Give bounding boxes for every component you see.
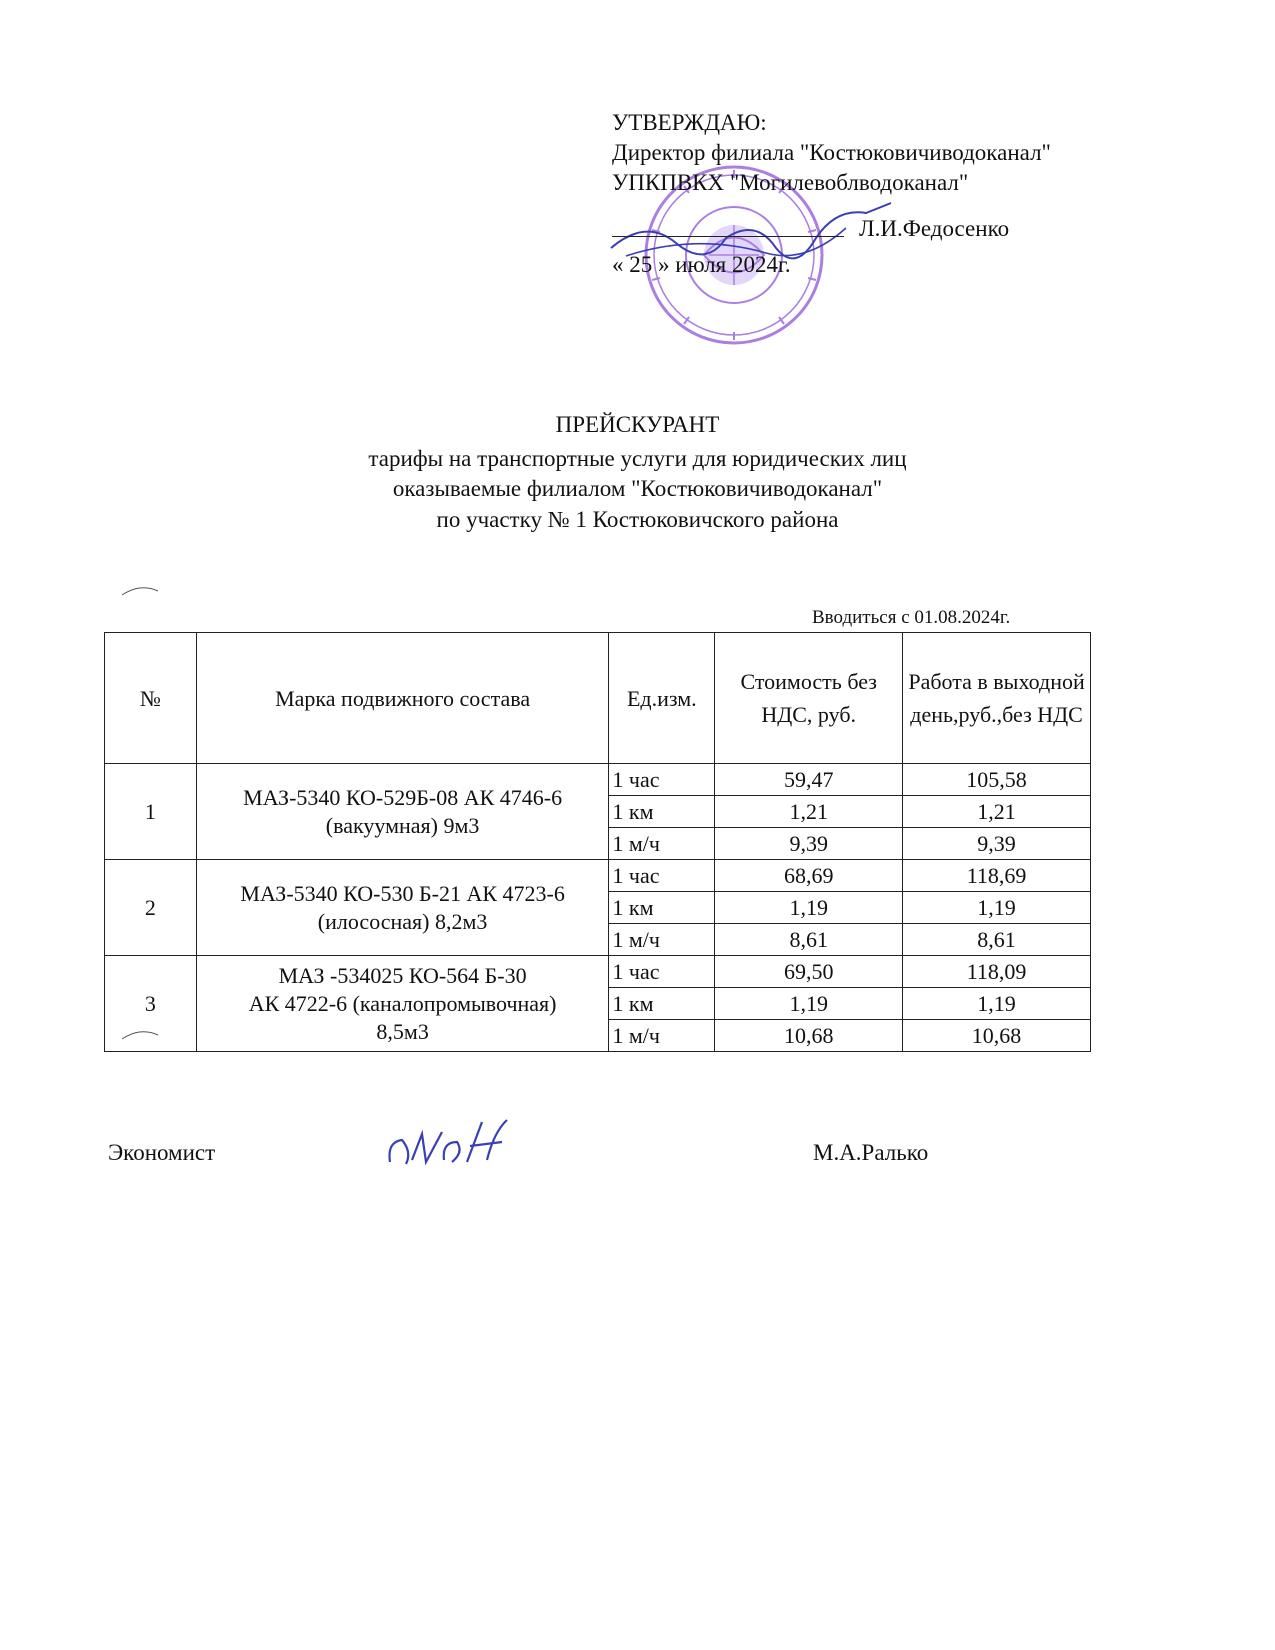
- cost-cell: 8,61: [715, 924, 903, 956]
- cost-cell: 69,50: [715, 956, 903, 988]
- vehicle-model-line: (илососная) 8,2м3: [317, 908, 488, 934]
- weekend-cost-cell: 9,39: [903, 828, 1091, 860]
- vehicle-model: [196, 764, 609, 860]
- economist-signature: [382, 1112, 512, 1172]
- approval-block: [612, 108, 1051, 280]
- scan-mark-arc: [120, 1027, 160, 1041]
- header-cost: Стоимость без НДС, руб.: [715, 633, 903, 764]
- weekend-cost-cell: 105,58: [903, 764, 1091, 796]
- weekend-cost-cell: 118,09: [903, 956, 1091, 988]
- vehicle-model-line: АК 4722-6 (каналопромывочная): [248, 990, 557, 1016]
- unit-cell: 1 км: [609, 892, 715, 924]
- document-subtitle-line1: тарифы на транспортные услуги для юридических лиц: [368, 446, 907, 471]
- weekend-cost-cell: 1,19: [903, 988, 1091, 1020]
- approval-heading: УТВЕРЖДАЮ:: [612, 110, 767, 135]
- signature-row: [612, 208, 1051, 248]
- document-subtitle-line2: оказываемые филиалом "Костюковичиводоканал": [392, 476, 883, 501]
- vehicle-model: [196, 956, 609, 1052]
- economist-name: М.А.Ралько: [813, 1140, 929, 1165]
- header-unit: Ед.изм.: [609, 633, 715, 764]
- unit-cell: 1 час: [609, 764, 715, 796]
- director-name: Л.И.Федосенко: [859, 216, 1010, 241]
- table-row: [105, 956, 1091, 988]
- weekend-cost-cell: 1,19: [903, 892, 1091, 924]
- document-subtitle-line3: по участку № 1 Костюковичского района: [436, 507, 839, 532]
- table-row: [105, 860, 1091, 892]
- weekend-cost-cell: 8,61: [903, 924, 1091, 956]
- unit-cell: 1 км: [609, 988, 715, 1020]
- vehicle-model-line: МАЗ -534025 КО-564 Б-30: [278, 962, 527, 988]
- table-row: [105, 764, 1091, 796]
- vehicle-model-line: МАЗ-5340 КО-530 Б-21 АК 4723-6: [240, 880, 565, 906]
- vehicle-model-line: 8,5м3: [376, 1018, 429, 1044]
- unit-cell: 1 м/ч: [609, 828, 715, 860]
- vehicle-model-line: МАЗ-5340 КО-529Б-08 АК 4746-6: [243, 784, 563, 810]
- row-number: 2: [105, 860, 197, 956]
- document-title: ПРЕЙСКУРАНТ: [555, 412, 720, 437]
- cost-cell: 1,21: [715, 796, 903, 828]
- cost-cell: 59,47: [715, 764, 903, 796]
- weekend-cost-cell: 1,21: [903, 796, 1091, 828]
- cost-cell: 9,39: [715, 828, 903, 860]
- unit-cell: 1 м/ч: [609, 1020, 715, 1052]
- approval-position-line1: Директор филиала "Костюковичиводоканал": [612, 140, 1051, 165]
- cost-cell: 1,19: [715, 988, 903, 1020]
- vehicle-model-line: (вакуумная) 9м3: [325, 812, 480, 838]
- vehicle-model: [196, 860, 609, 956]
- row-number: 1: [105, 764, 197, 860]
- table-header-row: [105, 633, 1091, 764]
- approval-date: « 25 » июля 2024г.: [612, 252, 791, 277]
- cost-cell: 1,19: [715, 892, 903, 924]
- weekend-cost-cell: 10,68: [903, 1020, 1091, 1052]
- weekend-cost-cell: 118,69: [903, 860, 1091, 892]
- unit-cell: 1 час: [609, 956, 715, 988]
- effective-date: Вводиться с 01.08.2024г.: [812, 607, 1011, 628]
- scan-mark-arc: [120, 583, 160, 597]
- tariff-table: [104, 632, 1091, 1052]
- unit-cell: 1 км: [609, 796, 715, 828]
- signature-line: [612, 236, 844, 237]
- unit-cell: 1 час: [609, 860, 715, 892]
- unit-cell: 1 м/ч: [609, 924, 715, 956]
- cost-cell: 10,68: [715, 1020, 903, 1052]
- economist-position: Экономист: [108, 1140, 216, 1165]
- header-weekend: Работа в выходной день,руб.,без НДС: [903, 633, 1091, 764]
- header-model: Марка подвижного состава: [196, 633, 609, 764]
- approval-position-line2: УПКПВКХ "Могилевоблводоканал": [612, 170, 969, 195]
- row-number: 3: [105, 956, 197, 1052]
- cost-cell: 68,69: [715, 860, 903, 892]
- header-number: №: [105, 633, 197, 764]
